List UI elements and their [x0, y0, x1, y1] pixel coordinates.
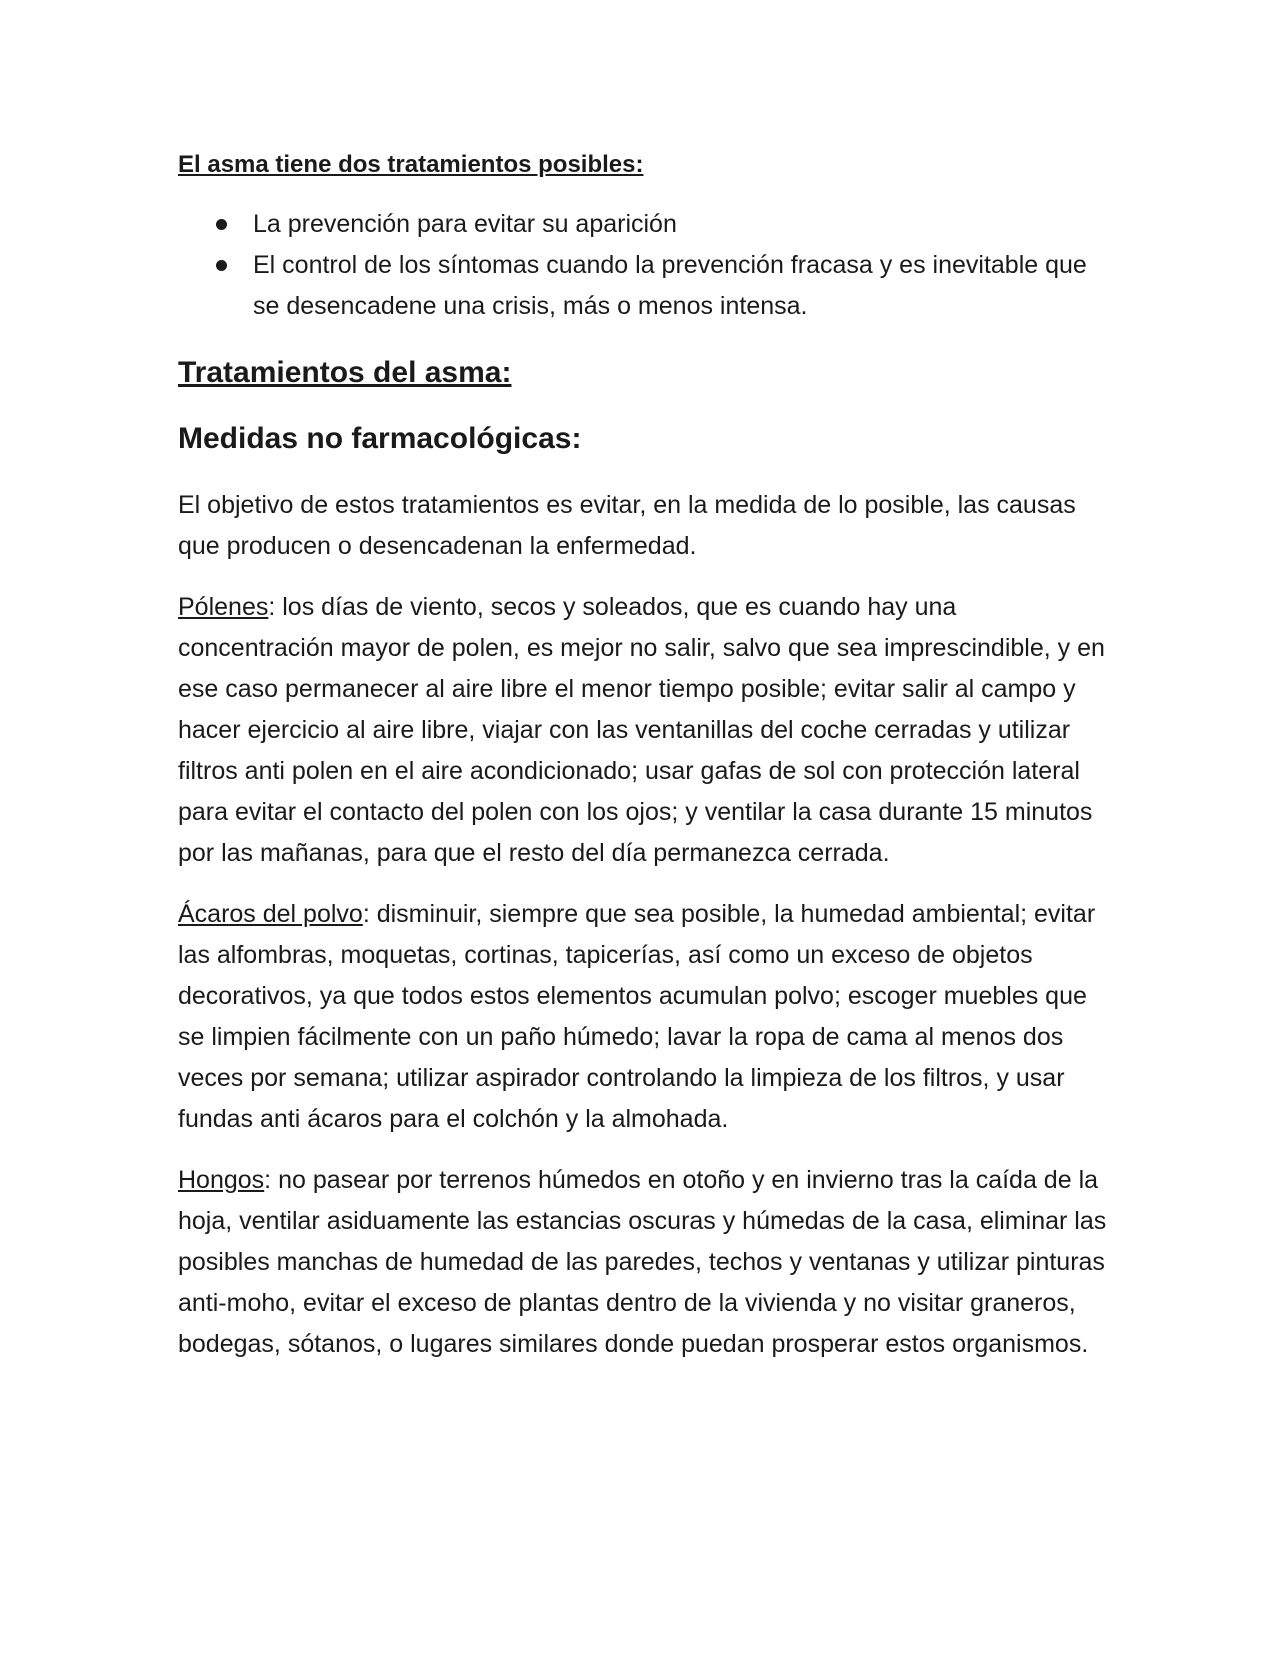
section-title: Tratamientos del asma: [178, 356, 512, 389]
list-item-text: La prevención para evitar su aparición [253, 210, 677, 238]
list-item-text: El control de los síntomas cuando la prevención fracasa y es inevitable que se desencadene una crisis, más o menos intensa. [253, 251, 1087, 320]
fungi-term: Hongos [178, 1166, 265, 1194]
pollen-paragraph [178, 587, 1108, 874]
objective-paragraph: El objetivo de estos tratamientos es evitar, en la medida de lo posible, las causas que producen o desencadenan la enfermedad. [178, 491, 1076, 560]
intro-heading: El asma tiene dos tratamientos posibles: [178, 151, 644, 178]
list-item [178, 245, 1108, 327]
dust-mites-paragraph [178, 894, 1108, 1140]
dust-mites-text: : disminuir, siempre que sea posible, la humedad ambiental; evitar las alfombras, moquetas, cortinas, tapicerías, así como un exceso de objetos decorativos, ya que todos estos elementos acumulan polvo; escoger muebles que se limpien fácilmente con un paño húmedo; lavar la ropa de cama al menos dos veces por semana; utilizar aspirador controlando la limpieza de los filtros, y usar fundas anti ácaros para el colchón y la almohada. [178, 900, 1096, 1133]
dust-mites-term: Ácaros del polvo [178, 900, 363, 928]
pollen-text: : los días de viento, secos y soleados, que es cuando hay una concentración mayor de polen, es mejor no salir, salvo que sea imprescindible, y en ese caso permanecer al aire libre el menor tiempo posible; evitar salir al campo y hacer ejercicio al aire libre, viajar con las ventanillas del coche cerradas y utilizar filtros anti polen en el aire acondicionado; usar gafas de sol con protección lateral para evitar el contacto del polen con los ojos; y ventilar la casa durante 15 minutos por las mañanas, para que el resto del día permanezca cerrada. [178, 593, 1105, 867]
list-item [178, 204, 1108, 245]
document-page [178, 150, 1108, 1385]
treatment-options-list [178, 204, 1108, 327]
subsection-title: Medidas no farmacológicas: [178, 422, 582, 455]
bullet-icon [216, 260, 227, 271]
bullet-icon [216, 219, 227, 230]
fungi-paragraph [178, 1160, 1108, 1365]
fungi-text: : no pasear por terrenos húmedos en otoño y en invierno tras la caída de la hoja, ventilar asiduamente las estancias oscuras y húmedas de la casa, eliminar las posibles manchas de humedad de las paredes, techos y ventanas y utilizar pinturas anti-moho, evitar el exceso de plantas dentro de la vivienda y no visitar graneros, bodegas, sótanos, o lugares similares donde puedan prosperar estos organismos. [178, 1166, 1107, 1358]
pollen-term: Pólenes [178, 593, 269, 621]
